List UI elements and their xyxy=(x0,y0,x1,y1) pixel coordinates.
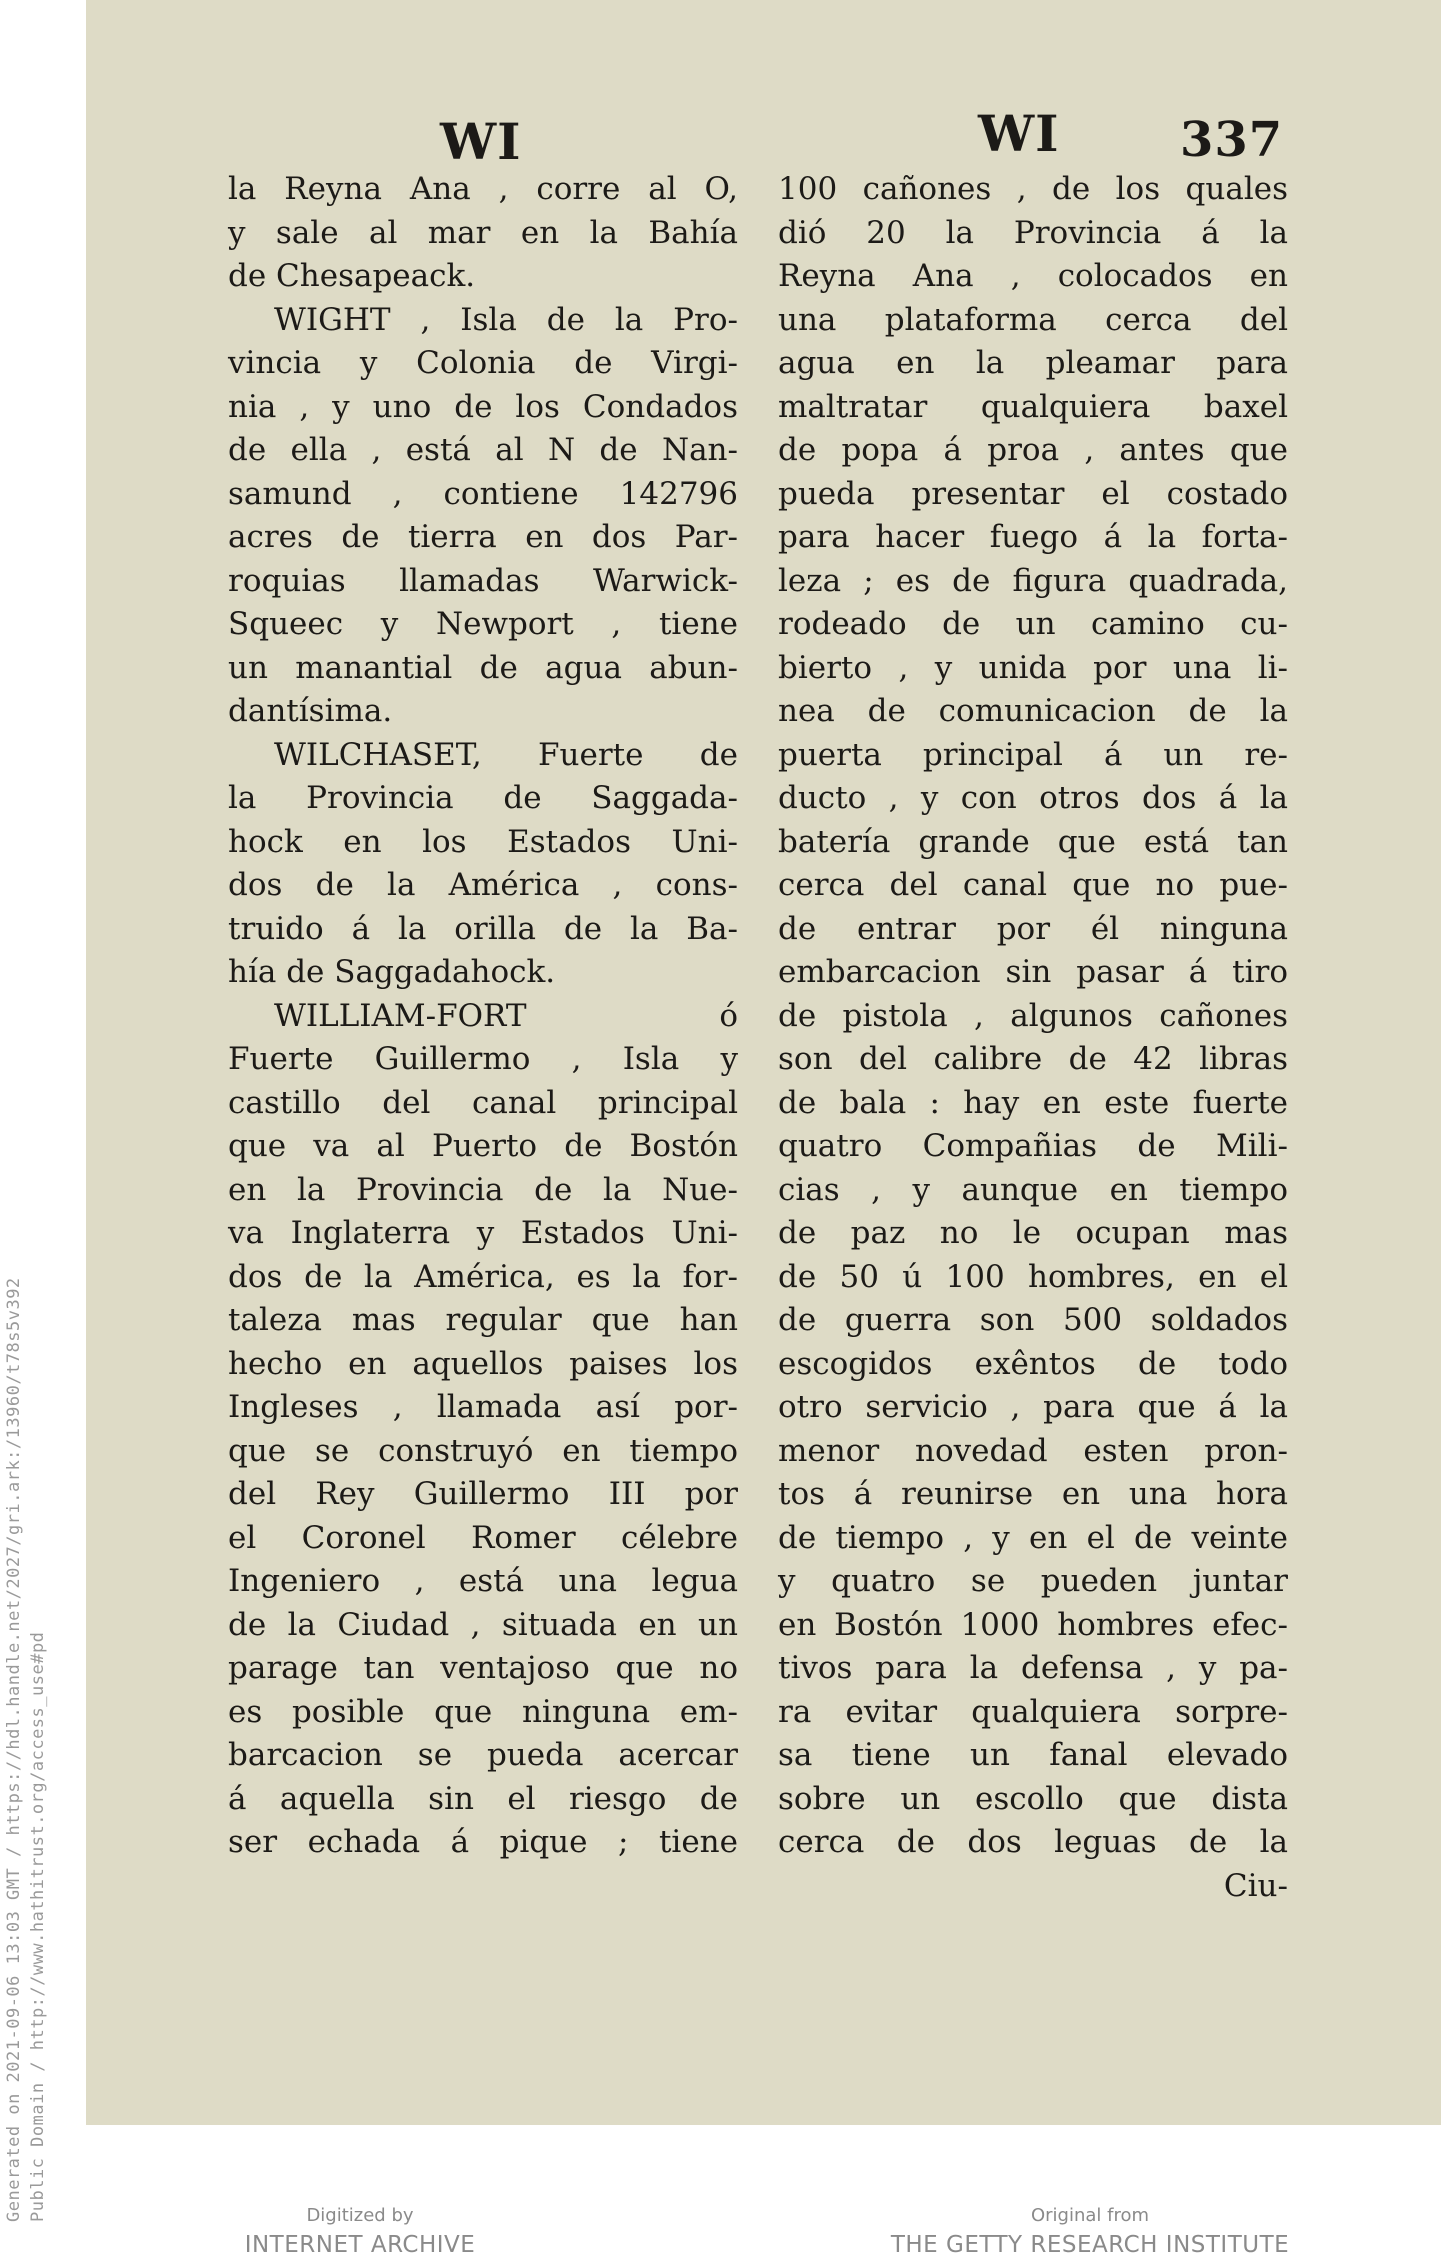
text-line: ra evitar qualquiera sorpre- xyxy=(778,1693,1288,1730)
generation-notice: Generated on 2021-09-06 13:03 GMT / https://hdl.handle.net/2027/gri.ark:/13960/t78s5v392 xyxy=(4,1277,24,2222)
text-line: de Chesapeack. xyxy=(228,258,476,294)
text-line: pueda presentar el costado xyxy=(778,475,1288,512)
text-line: vincia y Colonia de Virgi- xyxy=(228,345,738,381)
text-line: una plataforma cerca del xyxy=(778,301,1288,338)
text-line: escogidos exêntos de todo xyxy=(778,1345,1288,1382)
text-line: acres de tierra en dos Par- xyxy=(228,519,738,555)
text-line: Fuerte Guillermo , Isla y xyxy=(228,1041,738,1077)
text-line: en Bostón 1000 hombres efec- xyxy=(778,1606,1288,1643)
running-head-left: WI xyxy=(440,112,522,171)
text-line: hock en los Estados Uni- xyxy=(228,823,738,860)
entry-heading-wight: WIGHT , Isla de la Pro- xyxy=(274,301,738,338)
entry-heading-wilchaset: WILCHASET, Fuerte de xyxy=(274,736,738,773)
text-line: para hacer fuego á la forta- xyxy=(778,519,1288,555)
text-line: dos de la América , cons- xyxy=(228,867,738,903)
text-line: cias , y aunque en tiempo xyxy=(778,1171,1288,1208)
text-line: de popa á proa , antes que xyxy=(778,432,1288,468)
text-line: tivos para la defensa , y pa- xyxy=(778,1650,1288,1686)
text-line: de paz no le ocupan mas xyxy=(778,1215,1288,1251)
text-line: de guerra son 500 soldados xyxy=(778,1302,1288,1338)
text-line: es posible que ninguna em- xyxy=(228,1693,738,1730)
text-line: un manantial de agua abun- xyxy=(228,649,738,686)
text-line: nia , y uno de los Condados xyxy=(228,388,738,425)
text-line: parage tan ventajoso que no xyxy=(228,1650,738,1686)
text-line: Ingeniero , está una legua xyxy=(228,1563,738,1599)
text-line: el Coronel Romer célebre xyxy=(228,1519,738,1556)
text-line: dos de la América, es la for- xyxy=(228,1258,738,1295)
text-line: sa tiene un fanal elevado xyxy=(778,1737,1288,1773)
text-line: del Rey Guillermo III por xyxy=(228,1476,738,1512)
text-line: castillo del canal principal xyxy=(228,1084,738,1121)
text-line: leza ; es de figura quadrada, xyxy=(778,562,1288,599)
text-line: la Reyna Ana , corre al O, xyxy=(228,171,738,207)
getty-institute-link[interactable]: THE GETTY RESEARCH INSTITUTE xyxy=(890,2232,1290,2258)
text-line: de 50 ú 100 hombres, en el xyxy=(778,1258,1288,1295)
text-line: que va al Puerto de Bostón xyxy=(228,1128,738,1164)
running-head-right: WI xyxy=(978,104,1060,163)
text-line: barcacion se pueda acercar xyxy=(228,1737,738,1773)
text-line: taleza mas regular que han xyxy=(228,1302,738,1338)
text-line: puerta principal á un re- xyxy=(778,736,1288,773)
text-line: va Inglaterra y Estados Uni- xyxy=(228,1215,738,1251)
text-line: de ella , está al N de Nan- xyxy=(228,432,738,468)
text-line: hía de Saggadahock. xyxy=(228,954,556,990)
original-from-label: Original from xyxy=(1030,2205,1150,2226)
text-line: roquias llamadas Warwick- xyxy=(228,562,738,599)
catchword: Ciu- xyxy=(1223,1867,1288,1904)
text-line: en la Provincia de la Nue- xyxy=(228,1171,738,1208)
hathitrust-sidebar xyxy=(0,0,70,2255)
text-line: Ingleses , llamada así por- xyxy=(228,1389,738,1425)
text-line: ser echada á pique ; tiene xyxy=(228,1824,738,1860)
text-line: samund , contiene 142796 xyxy=(228,475,738,512)
text-line: cerca del canal que no pue- xyxy=(778,867,1288,903)
text-line: de entrar por él ninguna xyxy=(778,910,1288,947)
text-line: dantísima. xyxy=(228,693,393,729)
text-line: embarcacion sin pasar á tiro xyxy=(778,954,1288,990)
text-line: truido á la orilla de la Ba- xyxy=(228,910,738,947)
text-line: son del calibre de 42 libras xyxy=(778,1041,1288,1077)
text-line: quatro Compañias de Mili- xyxy=(778,1128,1288,1164)
text-line: bierto , y unida por una li- xyxy=(778,649,1288,686)
text-line: de pistola , algunos cañones xyxy=(778,997,1288,1034)
text-line: maltratar qualquiera baxel xyxy=(778,388,1288,425)
text-line: Reyna Ana , colocados en xyxy=(778,258,1288,294)
entry-heading-william-fort: WILLIAM-FORT ó xyxy=(274,997,738,1034)
text-line: nea de comunicacion de la xyxy=(778,693,1288,729)
text-line: y sale al mar en la Bahía xyxy=(228,214,738,251)
original-from-credit xyxy=(870,2205,1310,2258)
text-line: Squeec y Newport , tiene xyxy=(228,606,738,642)
text-line: batería grande que está tan xyxy=(778,823,1288,860)
digitized-by-credit xyxy=(240,2205,480,2258)
text-line: hecho en aquellos paises los xyxy=(228,1345,738,1382)
text-line: dió 20 la Provincia á la xyxy=(778,214,1288,251)
digitized-by-label: Digitized by xyxy=(306,2205,414,2226)
text-line: á aquella sin el riesgo de xyxy=(228,1780,738,1817)
text-line: rodeado de un camino cu- xyxy=(778,606,1288,642)
text-line: y quatro se pueden juntar xyxy=(778,1563,1288,1599)
text-line: agua en la pleamar para xyxy=(778,345,1288,381)
rights-notice: Public Domain / http://www.hathitrust.org/access_use#pd xyxy=(28,1631,48,2222)
text-line: sobre un escollo que dista xyxy=(778,1780,1288,1817)
text-line: otro servicio , para que á la xyxy=(778,1389,1288,1425)
text-line: menor novedad esten pron- xyxy=(778,1432,1288,1469)
text-line: ducto , y con otros dos á la xyxy=(778,780,1288,816)
text-line: de tiempo , y en el de veinte xyxy=(778,1519,1288,1556)
text-line: tos á reunirse en una hora xyxy=(778,1476,1288,1512)
text-line: 100 cañones , de los quales xyxy=(778,171,1288,207)
text-line: la Provincia de Saggada- xyxy=(228,780,738,816)
text-line: que se construyó en tiempo xyxy=(228,1432,738,1469)
text-line: de bala : hay en este fuerte xyxy=(778,1084,1288,1121)
text-line: de la Ciudad , situada en un xyxy=(228,1606,738,1643)
text-line: cerca de dos leguas de la xyxy=(778,1824,1288,1860)
internet-archive-link[interactable]: INTERNET ARCHIVE xyxy=(244,2232,476,2258)
right-text-column xyxy=(778,168,1288,1908)
left-text-column xyxy=(228,168,738,1865)
page-number: 337 xyxy=(1180,112,1284,168)
